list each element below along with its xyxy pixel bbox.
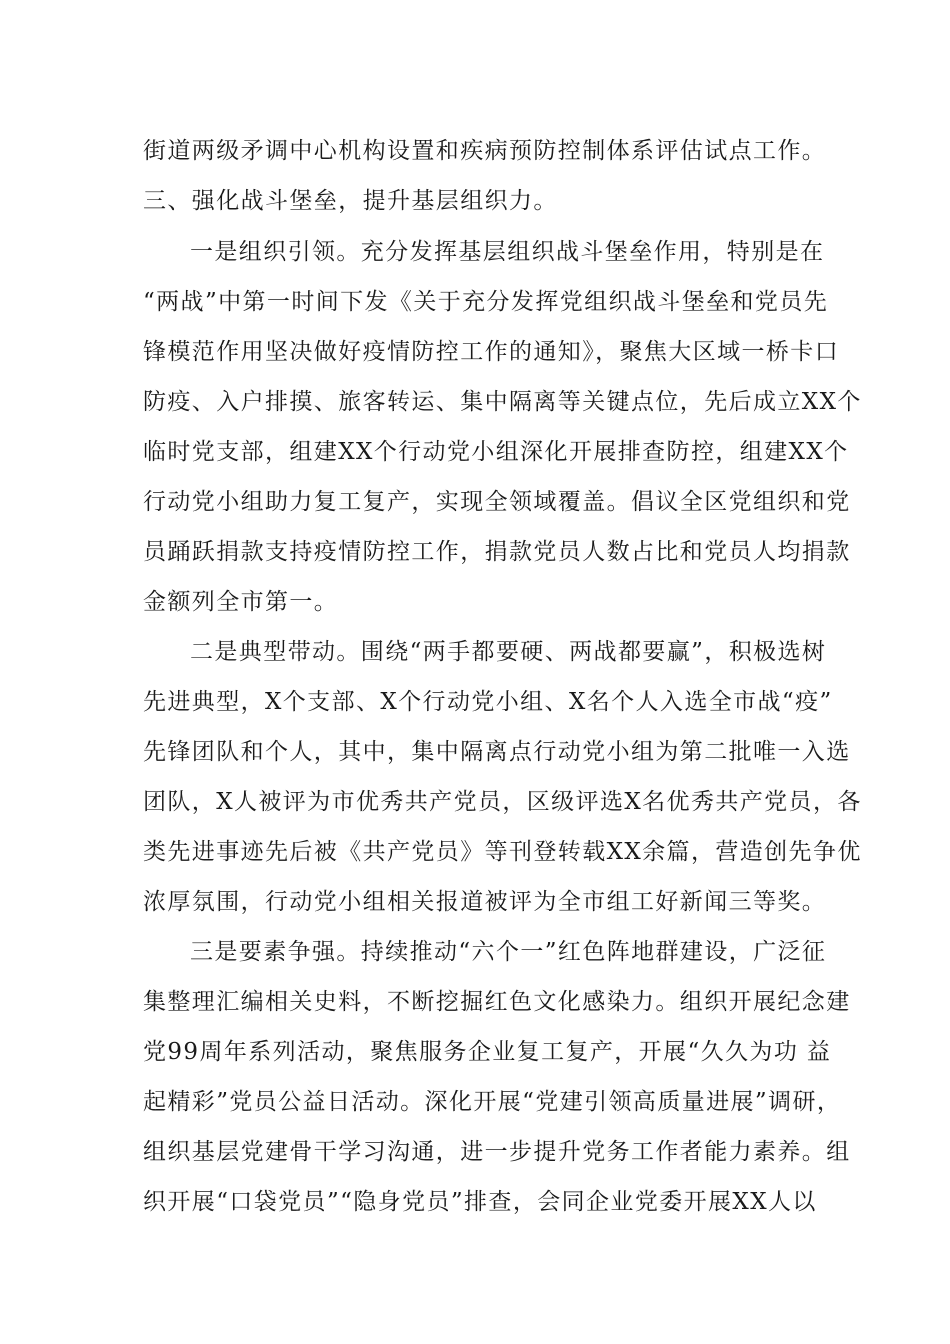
text-line: 临时党支部，组建XX个行动党小组深化开展排查防控，组建XX个 [143, 439, 849, 465]
text-line: 集整理汇编相关史料，不断挖掘红色文化感染力。组织开展纪念建 [143, 989, 851, 1015]
text-line: 先锋团队和个人，其中，集中隔离点行动党小组为第二批唯一入选 [143, 739, 851, 765]
text-line: 组织基层党建骨干学习沟通，进一步提升党务工作者能力素养。组 [143, 1139, 851, 1165]
text-line: 织开展“口袋党员”“隐身党员”排查，会同企业党委开展XX人以 [143, 1189, 817, 1215]
text-line: 员踊跃捐款支持疫情防控工作，捐款党员人数占比和党员人均捐款 [143, 539, 851, 565]
text-line: 防疫、入户排摸、旅客转运、集中隔离等关键点位，先后成立XX个 [143, 389, 862, 415]
text-line: 先进典型，X个支部、X个行动党小组、X名个人入选全市战“疫” [143, 689, 833, 715]
paragraph-first-line: 二是典型带动。围绕“两手都要硬、两战都要赢”，积极选树 [190, 639, 827, 665]
text-line: 浓厚氛围，行动党小组相关报道被评为全市组工好新闻三等奖。 [143, 889, 827, 915]
text-line: 行动党小组助力复工复产，实现全领域覆盖。倡议全区党组织和党 [143, 489, 851, 515]
text-line: 起精彩”党员公益日活动。深化开展“党建引领高质量进展”调研， [143, 1089, 842, 1115]
text-line: 团队，X人被评为市优秀共产党员，区级评选X名优秀共产党员，各 [143, 789, 862, 815]
section-heading: 三、强化战斗堡垒，提升基层组织力。 [143, 188, 558, 214]
paragraph-first-line: 一是组织引领。充分发挥基层组织战斗堡垒作用，特别是在 [190, 239, 825, 265]
text-line: 类先进事迹先后被《共产党员》等刊登转载XX余篇，营造创先争优 [143, 839, 862, 865]
text-line: 金额列全市第一。 [143, 589, 339, 615]
text-line: 街道两级矛调中心机构设置和疾病预防控制体系评估试点工作。 [143, 138, 827, 164]
paragraph-first-line: 三是要素争强。持续推动“六个一”红色阵地群建设，广泛征 [190, 939, 827, 965]
text-line: 党99周年系列活动，聚焦服务企业复工复产，开展“久久为功 益 [143, 1039, 832, 1065]
text-line: “两战”中第一时间下发《关于充分发挥党组织战斗堡垒和党员先 [143, 289, 829, 315]
text-line: 锋模范作用坚决做好疫情防控工作的通知》，聚焦大区域一桥卡口 [143, 339, 840, 365]
